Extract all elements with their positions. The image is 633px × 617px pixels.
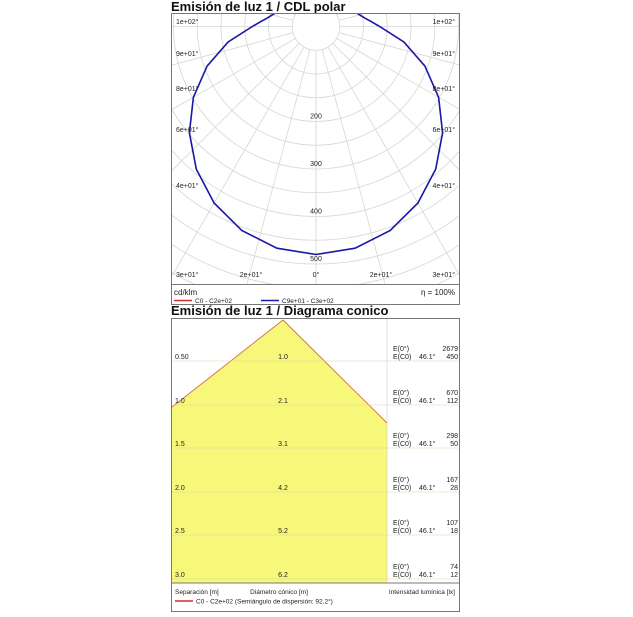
polar-unit-label: cd/klm [174,288,198,297]
cone-legend-label: C0 - C2e+02 (Semiángulo de dispersión: 92.2°) [196,598,333,606]
cone-angle-value: 46.1° [419,572,436,579]
cone-e0-value: 2679 [442,346,458,353]
cone-e0-label: E(0°) [393,477,410,484]
polar-chart-panel [171,13,460,305]
polar-radial-tick: 400 [310,208,322,216]
polar-angle-label-left: 8e+01° [176,86,199,93]
polar-angle-label-left: 9e+01° [176,51,199,58]
cone-diagram-panel [171,318,460,612]
polar-angle-label-right: 3e+01° [432,272,455,279]
polar-angle-label-bottom: 2e+01° [369,272,393,279]
cone-separation-value: 2.5 [175,528,185,535]
polar-angle-label-right: 6e+01° [432,127,455,134]
cone-ec0-value: 50 [450,441,458,448]
cone-diameter-value: 4.2 [278,485,288,492]
cone-diameter-value: 3.1 [278,441,288,448]
cone-diagram-title: Emisión de luz 1 / Diagrama conico [171,303,389,318]
polar-angle-label-right: 4e+01° [432,183,455,190]
cone-ec0-label: E(C0) [393,528,412,535]
cone-ec0-label: E(C0) [393,354,412,361]
cone-angle-value: 46.1° [419,354,436,361]
cone-e0-label: E(0°) [393,346,410,353]
legend-label-series-1: C0 - C2e+02 [195,298,233,305]
cone-e0-value: 670 [446,390,458,397]
cone-diameter-value: 6.2 [278,572,288,579]
cone-ec0-label: E(C0) [393,441,412,448]
cone-separation-value: 0.50 [175,354,189,361]
cone-separation-value: 3.0 [175,572,185,579]
cone-angle-value: 46.1° [419,398,436,405]
cone-e0-label: E(0°) [393,520,410,527]
cone-diameter-value: 5.2 [278,528,288,535]
polar-angle-label-right: 9e+01° [432,51,455,58]
cone-e0-value: 167 [446,477,458,484]
cone-ec0-value: 28 [450,485,458,492]
cone-diagram [171,318,460,612]
cone-footer-diameter: Diámetro cónico [m] [250,589,308,596]
legend-label-series-2: C9e+01 - C3e+02 [282,298,334,305]
polar-angle-label-right: 8e+01° [432,86,455,93]
cone-ec0-value: 112 [446,398,458,405]
cone-ec0-value: 12 [450,572,458,579]
polar-radial-tick: 200 [310,113,322,121]
cone-angle-value: 46.1° [419,441,436,448]
cone-e0-value: 74 [450,564,458,571]
cone-e0-value: 107 [446,520,458,527]
cone-diameter-value: 1.0 [278,354,288,361]
cone-ec0-label: E(C0) [393,485,412,492]
polar-angle-label-right: 1e+02° [432,19,455,26]
cone-e0-label: E(0°) [393,564,410,571]
cone-footer-separation: Separación [m] [175,589,219,596]
cone-e0-value: 298 [446,433,458,440]
polar-angle-label-left: 1e+02° [176,19,199,26]
cone-ec0-label: E(C0) [393,398,412,405]
polar-efficiency-label: η = 100% [420,288,455,297]
polar-angle-label-bottom: 0° [312,272,320,279]
cone-e0-label: E(0°) [393,390,410,397]
cone-e0-label: E(0°) [393,433,410,440]
polar-chart [171,13,460,305]
cone-ec0-value: 18 [450,528,458,535]
cone-separation-value: 2.0 [175,485,185,492]
cone-angle-value: 46.1° [419,528,436,535]
cone-angle-value: 46.1° [419,485,436,492]
polar-angle-label-left: 3e+01° [176,272,199,279]
cone-separation-value: 1.5 [175,441,185,448]
polar-chart-title: Emisión de luz 1 / CDL polar [171,0,346,14]
cone-ec0-label: E(C0) [393,572,412,579]
polar-radial-tick: 500 [310,256,322,263]
cone-diameter-value: 2.1 [278,398,288,405]
polar-angle-label-bottom: 2e+01° [239,272,263,279]
cone-footer-intensity: Intensidad lumínica [lx] [388,589,455,596]
polar-angle-label-left: 4e+01° [176,183,199,190]
cone-ec0-value: 450 [446,354,458,361]
polar-angle-label-left: 6e+01° [176,127,199,134]
polar-radial-tick: 300 [310,161,322,168]
cone-separation-value: 1.0 [175,398,185,405]
